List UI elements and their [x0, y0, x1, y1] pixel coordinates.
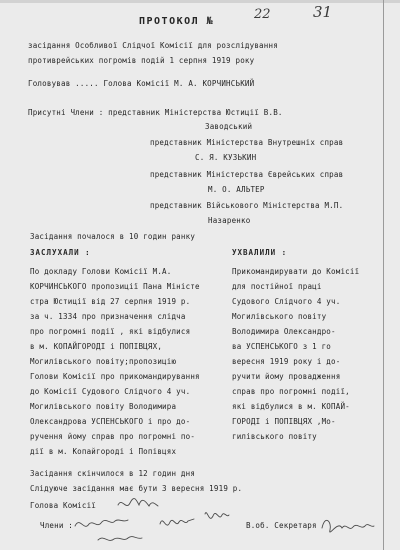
present-line-6: М. О. АЛЬТЕР: [208, 185, 265, 194]
decided-line-2: для постійної праці: [232, 282, 322, 291]
intro-line-2: противрейських погромів подій 1 серпня 1919 року: [28, 56, 255, 65]
heard-line-1: По докладу Голови Комісії М.А.: [30, 267, 172, 276]
meeting-closed: Засідання скінчилося в 12 годин дня: [30, 469, 196, 478]
decided-line-1: Прикомандирувати до Комісії: [232, 267, 360, 276]
present-line-1: Присутні Члени : представник Міністерства Юстиції В.В.: [28, 108, 283, 117]
heard-line-8: Голови Комісії про прикомандирування: [30, 372, 200, 381]
heard-line-13: дії в м. Копайгороді і Попівцях: [30, 447, 177, 456]
heard-line-2: КОРЧИНСЬКОГО пропозиції Пана Міністе: [30, 282, 200, 291]
decided-line-6: ва УСПЕНСЬКОГО з 1 го: [232, 342, 332, 351]
decided-line-9: справ про погромні події,: [232, 387, 350, 396]
members-signature-label: Члени :: [40, 521, 74, 530]
present-line-4: С. Я. КУЗЬКИН: [195, 153, 257, 162]
decided-line-3: Судового Слідчого 4 уч.: [232, 297, 341, 306]
archive-number-handwritten: 31: [313, 3, 333, 21]
heard-line-7: Могилівського повіту;пропозицію: [30, 357, 177, 366]
decided-line-8: ручити йому провадження: [232, 372, 341, 381]
protocol-number-handwritten: 22: [254, 7, 271, 22]
present-line-7: представник Військового Міністерства М.П.: [150, 201, 344, 210]
present-line-8: Назаренко: [208, 216, 251, 225]
heard-line-11: Олександрова УСПЕНСЬКОГО і про до-: [30, 417, 191, 426]
member-signature-4: [205, 513, 229, 519]
chair-line: Головував ..... Голова Комісії М. А. КОРЧИНСЬКИЙ: [28, 79, 255, 88]
chair-signature: [118, 499, 158, 506]
decided-header: УХВАЛИЛИ :: [232, 248, 288, 257]
heard-line-10: Могилівського повіту Володимира: [30, 402, 177, 411]
heard-line-12: ручення йому справ про погромні по-: [30, 432, 196, 441]
meeting-opened: Засідання почалося в 10 годин ранку: [30, 232, 196, 241]
member-signature-2: [160, 519, 194, 525]
heard-line-6: в м. КОПАЙГОРОДІ і ПОПІВЦЯХ,: [30, 342, 163, 351]
decided-line-5: Володимира Олександро-: [232, 327, 336, 336]
member-signature-3: [98, 537, 142, 541]
heard-line-3: стра Юстиції від 27 серпня 1919 р.: [30, 297, 191, 306]
decided-line-11: ГОРОДІ і ПОПІВЦЯХ ,Мо-: [232, 417, 336, 426]
heard-line-9: до Комісії Судового Слідчого 4 уч.: [30, 387, 191, 396]
intro-line-1: засідання Особливої Слідчої Комісії для розслідування: [28, 41, 278, 50]
present-line-5: представник Міністерства Єврейських справ: [150, 170, 344, 179]
secretary-signature-label: В.об. Секретаря: [246, 521, 317, 530]
heard-header: ЗАСЛУХАЛИ :: [30, 248, 91, 257]
member-signature-1: [75, 520, 128, 526]
document-title: ПРОТОКОЛ №: [139, 16, 215, 27]
next-meeting: Слідуюче засідання має бути 3 вересня 1919 р.: [30, 484, 243, 493]
decided-line-12: гилівського повіту: [232, 432, 317, 441]
heard-line-5: про погромні події , які відбулися: [30, 327, 191, 336]
heard-line-4: за ч. 1334 про призначення слідча: [30, 312, 186, 321]
decided-line-7: вересня 1919 року і до-: [232, 357, 341, 366]
decided-line-10: які відбулися в м. КОПАЙ-: [232, 402, 350, 411]
chair-signature-label: Голова Комісії: [30, 501, 97, 510]
present-line-3: представник Міністерства Внутрешніх справ: [150, 138, 344, 147]
present-line-2: Заводський: [205, 122, 253, 131]
secretary-signature: [322, 520, 374, 532]
decided-line-4: Могилівського повіту: [232, 312, 327, 321]
